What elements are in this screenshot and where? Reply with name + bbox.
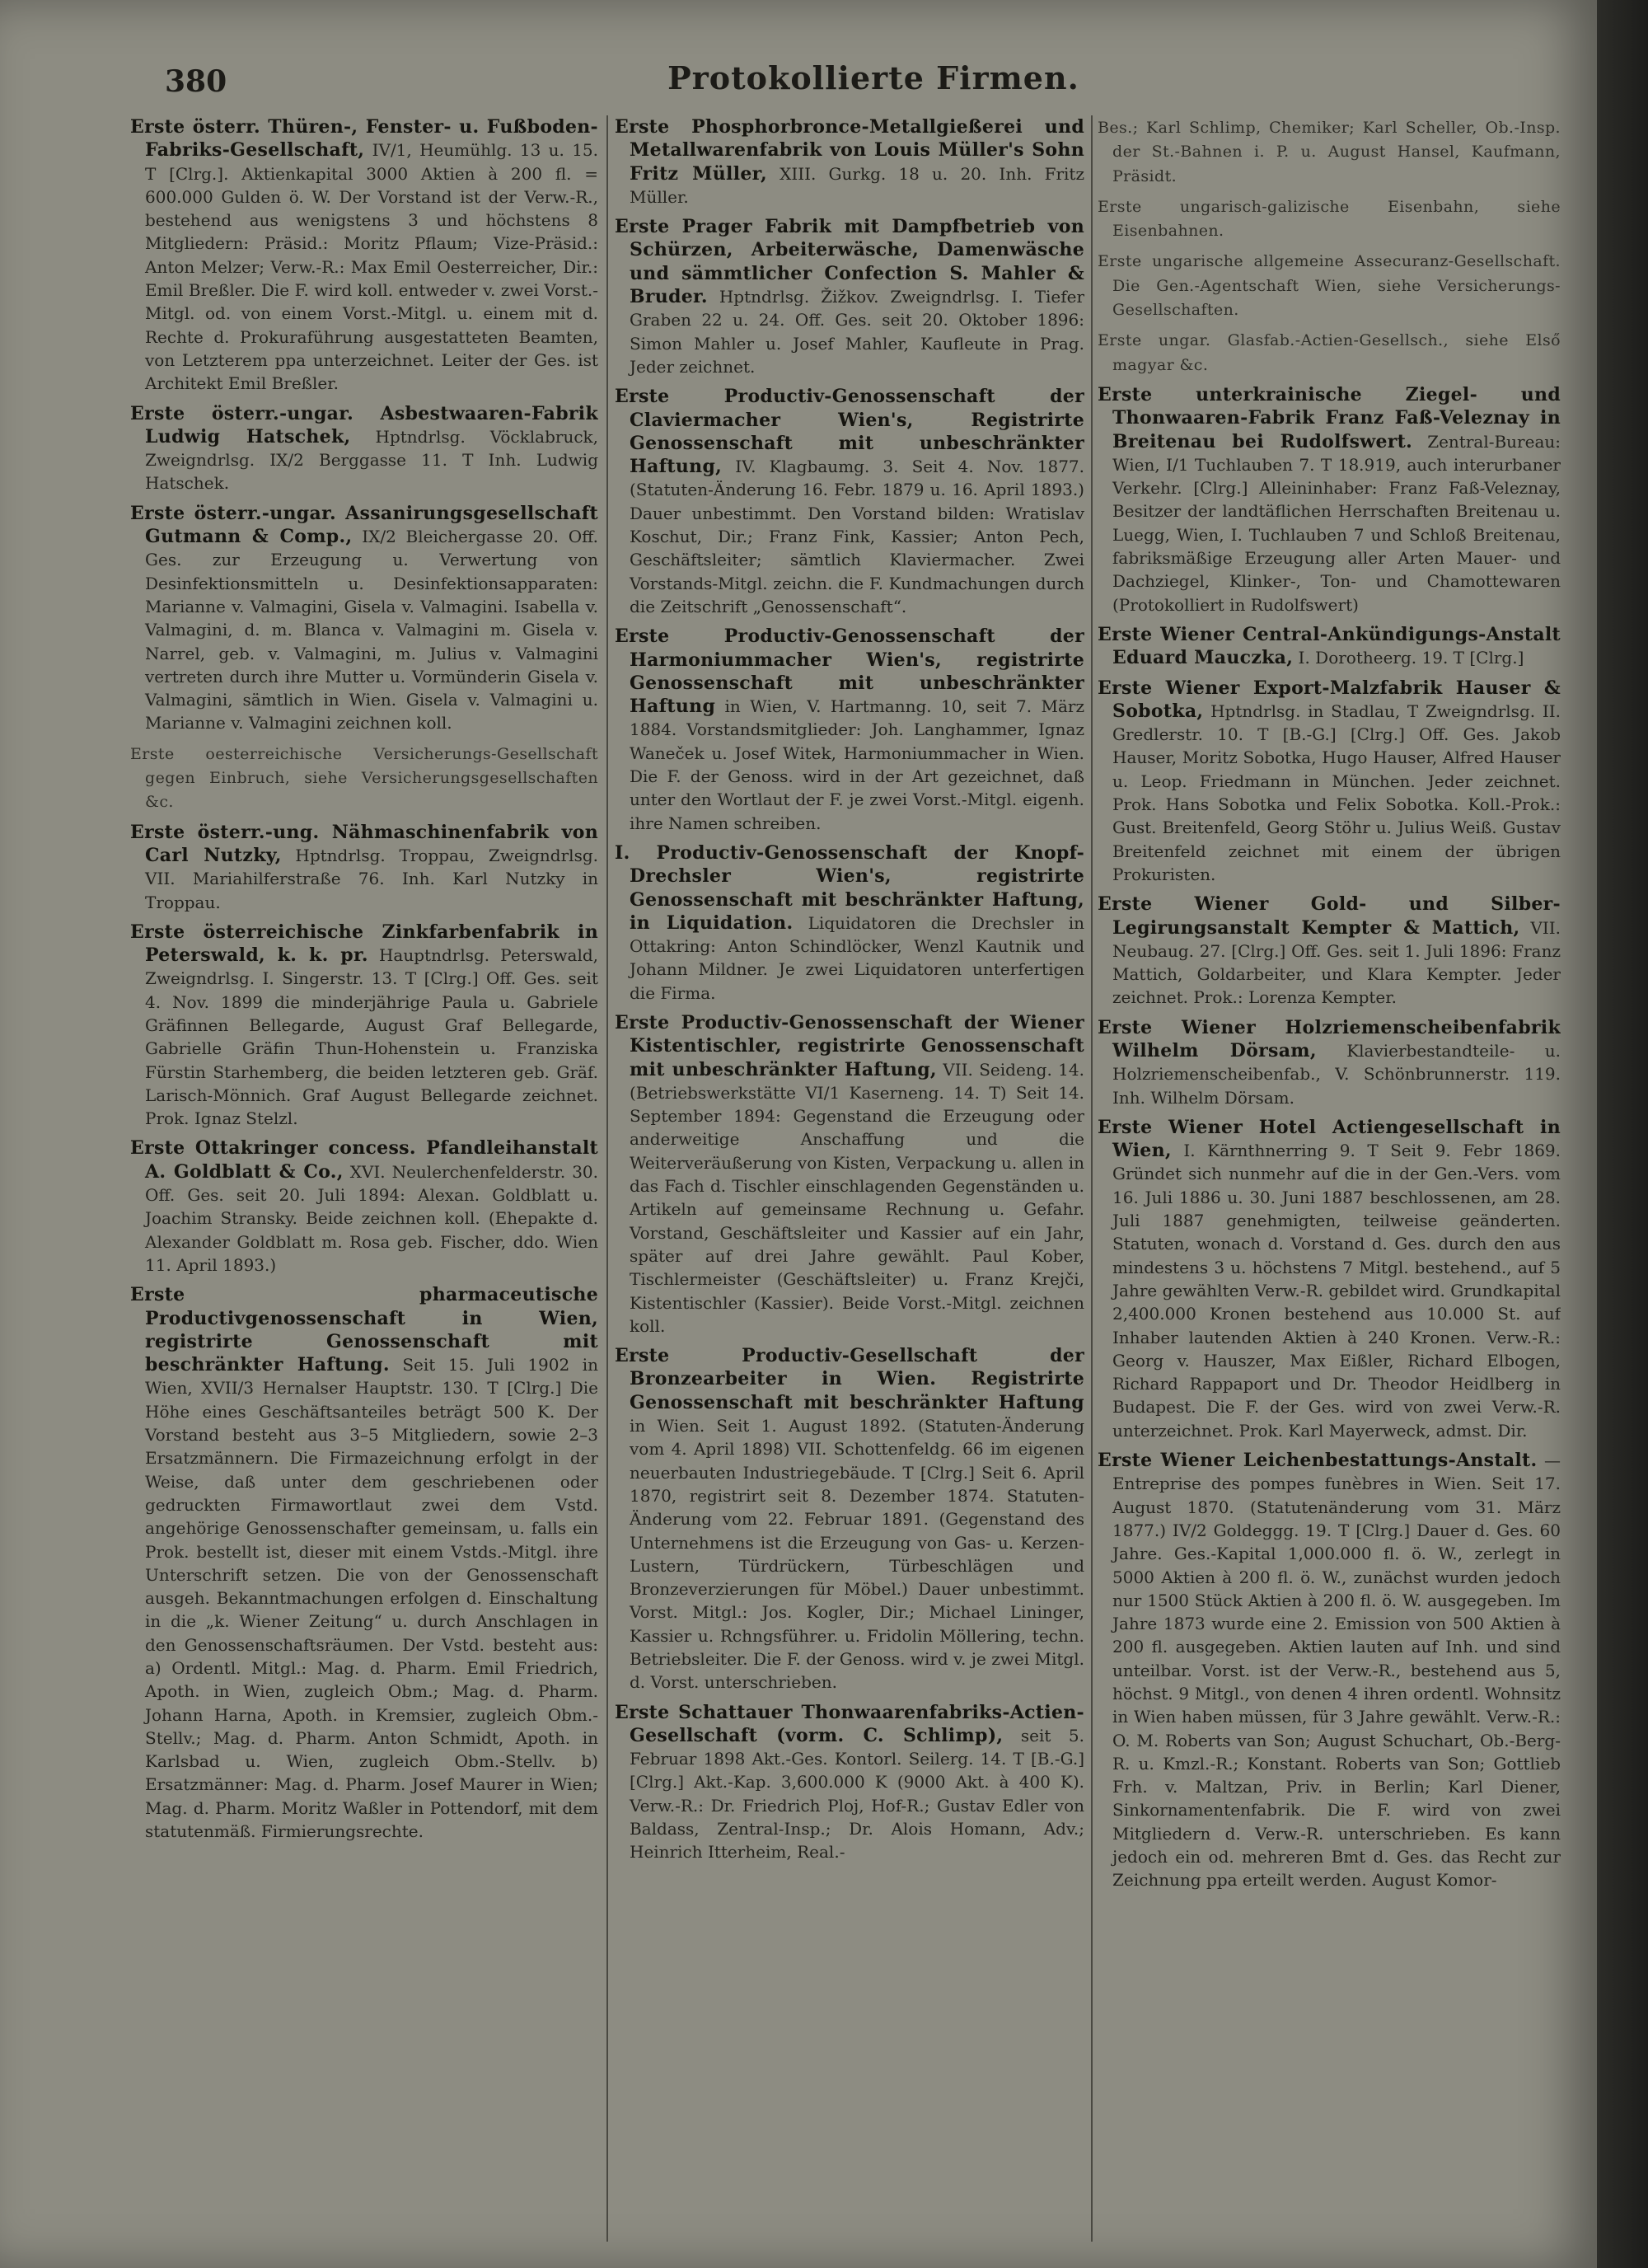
firm-details: Hptndrlsg. Troppau, Zweigndrlsg. VII. Mariahilferstraße 76. Inh. Karl Nutzky in Troppau. [145, 845, 598, 912]
firm-name: Erste österr.-ungar. Asbestwaaren-Fabrik Ludwig Hatschek, [130, 402, 598, 448]
firm-entry [615, 115, 1084, 209]
firm-details: Erste ungarisch-galizische Eisenbahn, siehe Eisenbahnen. [1098, 197, 1561, 241]
firm-details: Hptndrlsg. in Stadlau, T Zweigndrlsg. II. Gredlerstr. 10. T [B.-G.] [Clrg.] Off. Ges. Jakob Hauser, Moritz Sobotka, Hugo Hauser, Alfred Hauser u. Leop. Friedmann in München. Jeder zeichnet. Prok. Hans Sobotka und Felix Sobotka. Koll.-Prok.: Gust. Breitenfeld, Georg Stöhr u. Julius Weiß. Gustav Breitenfeld zeichnet mit einem der übrigen Prokuristen. [1112, 701, 1561, 884]
firm-name: Erste Productiv-Genossenschaft der Claviermacher Wien's, Registrirte Genossenschaft mit unbeschränkter Haftung, [615, 386, 1084, 478]
firm-entry [1098, 328, 1561, 377]
firm-name: Erste Productiv-Genossenschaft der Harmoniummacher Wien's, registrirte Genossenschaft mit unbeschränkter Haftung [615, 626, 1084, 718]
firm-details: Erste oesterreichische Versicherungs-Gesellschaft gegen Einbruch, siehe Versicherungsgesellschaften &c. [130, 744, 598, 812]
text-column-1 [130, 115, 598, 2250]
firm-entry [1098, 1449, 1561, 1892]
firm-entry [615, 1344, 1084, 1694]
firm-details: VII. Neubaug. 27. [Clrg.] Off. Ges. seit 1. Juli 1896: Franz Mattich, Goldarbeiter, und Klara Kempter. Jeder zeichnet. Prok.: Lorenza Kempter. [1112, 917, 1561, 1008]
firm-entry [1098, 1116, 1561, 1442]
firm-details: Hptndrlsg. Žižkov. Zweigndrlsg. I. Tiefer Graben 22 u. 24. Off. Ges. seit 20. Oktober 1896: Simon Mahler u. Josef Mahler, Kaufleute in Prag. Jeder zeichnet. [630, 287, 1084, 377]
firm-entry [615, 1011, 1084, 1338]
firm-details: XIII. Gurkg. 18 u. 20. Inh. Fritz Müller. [630, 163, 1084, 207]
firm-entry [615, 841, 1084, 1005]
firm-name: Erste Wiener Central-Ankündigungs-Anstalt Eduard Mauczka, [1098, 623, 1561, 669]
firm-entry [130, 742, 598, 814]
page-edge-shadow [1597, 0, 1648, 2268]
firm-entry [615, 385, 1084, 618]
firm-entry [130, 821, 598, 914]
firm-entry [615, 625, 1084, 835]
firm-details: Liquidatoren die Drechsler in Ottakring: Anton Schindlöcker, Wenzl Kautnik und Johann Mildner. Je zwei Liquidatoren unterfertigen die Firma. [630, 912, 1084, 1003]
firm-name: Erste Prager Fabrik mit Dampfbetrieb von Schürzen, Arbeiterwäsche, Damenwäsche und sämmtlicher Confection S. Mahler & Bruder. [615, 216, 1084, 308]
firm-details: Zentral-Bureau: Wien, I/1 Tuchlauben 7. T 18.919, auch interurbaner Verkehr. [Clrg.] Alleininhaber: Franz Faß-Veleznay, Besitzer der landtäflichen Herrschaften Breitenau u. Luegg, Wien, I. Tuchlauben 7 und Schloß Breitenau, fabriksmäßige Erzeugung aller Arten Mauer- und Dachziegel, Klinker-, Ton- und Chamottewaren (Protokolliert in Rudolfswert) [1112, 431, 1561, 615]
firm-name: Erste Wiener Hotel Actiengesellschaft in Wien, [1098, 1116, 1561, 1162]
firm-name: Erste Wiener Holzriemenscheibenfabrik Wilhelm Dörsam, [1098, 1016, 1561, 1061]
firm-entry [130, 115, 598, 396]
column-divider [606, 115, 608, 2242]
firm-name: Erste unterkrainische Ziegel- und Thonwaaren-Fabrik Franz Faß-Veleznay in Breitenau bei Rudolfswert. [1098, 383, 1561, 452]
firm-details: Hptndrlsg. Vöcklabruck, Zweigndrlsg. IX/2 Berggasse 11. T Inh. Ludwig Hatschek. [145, 426, 598, 494]
firm-entry [130, 502, 598, 735]
firm-details: Erste ungar. Glasfab.-Actien-Gesellsch., siehe Első magyar &c. [1098, 331, 1561, 374]
firm-details: IV. Klagbaumg. 3. Seit 4. Nov. 1877. (Statuten-Änderung 16. Febr. 1879 u. 16. April 1893.) Dauer unbestimmt. Den Vorstand bilden: Wratislav Koschut, Dir.; Franz Fink, Kassier; Anton Pech, Geschäftsleiter; sämtlich Klaviermacher. Zwei Vorstands-Mitgl. zeichn. die F. Kundmachungen durch die Zeitschrift „Genossenschaft“. [630, 457, 1084, 616]
firm-details: I. Dorotheerg. 19. T [Clrg.] [1298, 648, 1524, 668]
firm-details: in Wien, V. Hartmanng. 10, seit 7. März 1884. Vorstandsmitglieder: Joh. Langhammer, Ignaz Waneček u. Josef Witek, Harmoniummacher in Wien. Die F. der Genoss. wird in der Art gezeichnet, daß unter den Wortlaut der F. je zwei Vorst.-Mitgl. eigenh. ihre Namen schreiben. [630, 696, 1084, 833]
firm-details: Erste ungarische allgemeine Assecuranz-Gesellschaft. Die Gen.-Agentschaft Wien, siehe Versicherungs-Gesellschaften. [1098, 252, 1561, 320]
text-column-2 [615, 115, 1084, 2250]
firm-entry [130, 402, 598, 495]
firm-entry [615, 1701, 1084, 1864]
firm-name: Erste Schattauer Thonwaarenfabriks-Actien-Gesellschaft (vorm. C. Schlimp), [615, 1701, 1084, 1746]
firm-name: Erste Wiener Gold- und Silber-Legirungsanstalt Kempter & Mattich, [1098, 893, 1561, 939]
firm-entry [1098, 383, 1561, 616]
firm-details: IV/1, Heumühlg. 13 u. 15. T [Clrg.]. Aktienkapital 3000 Aktien à 200 fl. = 600.000 Gulden ö. W. Der Vorstand ist der Verw.-R., bestehend aus wenigstens 3 und höchstens 8 Mitgliedern: Präsid.: Moritz Pflaum; Vize-Präsid.: Anton Melzer; Verw.-R.: Max Emil Oesterreicher, Dir.: Emil Breßler. Die F. wird koll. entweder v. zwei Vorst.-Mitgl. od. von einem Vorst.-Mitgl. u. einem mit d. Rechte d. Prokuraführung ausgestatteten Beamten, von Letzterem ppa unterzeichnet. Leiter der Ges. ist Architekt Emil Breßler. [145, 140, 598, 394]
firm-name: Erste österr.-ung. Nähmaschinenfabrik von Carl Nutzky, [130, 821, 598, 866]
firm-entry [1098, 115, 1561, 188]
firm-entry [130, 921, 598, 1131]
firm-details: Klavierbestandteile- u. Holzriemenscheibenfab., V. Schönbrunnerstr. 119. Inh. Wilhelm Dörsam. [1112, 1040, 1561, 1108]
firm-details: Bes.; Karl Schlimp, Chemiker; Karl Scheller, Ob.-Insp. der St.-Bahnen i. P. u. August Hansel, Kaufmann, Präsidt. [1098, 119, 1561, 185]
firm-details: XVI. Neulerchenfelderstr. 30. Off. Ges. seit 20. Juli 1894: Alexan. Goldblatt u. Joachim Stransky. Beide zeichnen koll. (Ehepakte d. Alexander Goldblatt m. Rosa geb. Fischer, ddo. Wien 11. April 1893.) [145, 1161, 598, 1275]
firm-entry [1098, 249, 1561, 321]
firm-name: Erste österreichische Zinkfarbenfabrik in Peterswald, k. k. pr. [130, 921, 598, 967]
firm-entry [130, 1283, 598, 1843]
firm-name: Erste Phosphorbronce-Metallgießerei und Metallwarenfabrik von Louis Müller's Sohn Fritz Müller, [615, 116, 1084, 185]
page-header-title: Protokollierte Firmen. [667, 59, 1079, 96]
firm-entry [1098, 194, 1561, 243]
firm-details: I. Kärnthnerring 9. T Seit 9. Febr 1869. Gründet sich nunmehr auf die in der Gen.-Vers. vom 16. Juli 1886 u. 30. Juni 1887 beschlossenen, am 28. Juli 1887 genehmigten, teilweise geänderten. Statuten, wonach d. Vorstand d. Ges. durch den aus mindestens 3 u. höchstens 7 Mitgl. bestehend., auf 5 Jahre gewählten Verw.-R. gebildet wird. Grundkapital 2,400.000 Kronen bestehend aus 10.000 St. auf Inhaber lautenden Aktien à 240 Kronen. Verw.-R.: Georg v. Hauszer, Max Eißler, Richard Elbogen, Richard Rappaport und Dr. Theodor Heidlberg in Budapest. Die F. der Ges. wird von zwei Verw.-R. unterzeichnet. Prok. Karl Mayerweck, admst. Dir. [1112, 1141, 1561, 1441]
firm-name: Erste Wiener Leichenbestattungs-Anstalt. [1098, 1450, 1538, 1472]
firm-details: Hauptndrlsg. Peterswald, Zweigndrlsg. I. Singerstr. 13. T [Clrg.] Off. Ges. seit 4. Nov. 1899 die minderjährige Paula u. Gabriele Gräfinnen Bellegarde, August Graf Bellegarde, Gabrielle Gräfin Thun-Hohenstein u. Franziska Fürstin Starhemberg, die beiden letzteren geb. Gräf. Larisch-Mönnich. Graf August Bellegarde zeichnet. Prok. Ignaz Stelzl. [145, 945, 598, 1129]
page-number: 380 [165, 64, 227, 99]
firm-name: Erste pharmaceutische Productivgenossenschaft in Wien, registrirte Genossenschaft mit beschränkter Haftung. [130, 1284, 598, 1376]
firm-entry [130, 1136, 598, 1277]
firm-name: Erste Wiener Export-Malzfabrik Hauser & Sobotka, [1098, 677, 1561, 722]
firm-details: in Wien. Seit 1. August 1892. (Statuten-Änderung vom 4. April 1898) VII. Schottenfeldg. 66 im eigenen neuerbauten Industriegebäude. T [Clrg.] Seit 6. April 1870, registrirt seit 8. Dezember 1874. Statuten-Änderung vom 22. Februar 1891. (Gegenstand des Unternehmens ist die Erzeugung von Gas- u. Kerzen-Lustern, Türdrückern, Türbeschlägen und Bronzeverzierungen für Möbel.) Dauer unbestimmt. Vorst. Mitgl.: Jos. Kogler, Dir.; Michael Lininger, Kassier u. Rchngsführer. u. Fridolin Möllering, techn. Betriebsleiter. Die F. der Genoss. wird v. je zwei Mitgl. d. Vorst. unterschrieben. [630, 1416, 1084, 1693]
firm-entry [1098, 1016, 1561, 1109]
firm-entry [1098, 677, 1561, 887]
firm-name: Erste Productiv-Genossenschaft der Wiener Kistentischler, registrirte Genossenschaft mit unbeschränkter Haftung, [615, 1011, 1084, 1080]
firm-details: Seit 15. Juli 1902 in Wien, XVII/3 Hernalser Hauptstr. 130. T [Clrg.] Die Höhe eines Geschäftsanteiles beträgt 500 K. Der Vorstand besteht aus 3–5 Mitgliedern, sowie 2–3 Ersatzmännern. Die Firmazeichnung erfolgt in der Weise, daß unter dem geschriebenen oder gedruckten Firmawortlaut zwei dem Vstd. angehörige Genossenschafter gemeinsam, u. falls ein Prok. bestellt ist, dieser mit einem Vstds.-Mitgl. ihre Unterschrift setzen. Die von der Genossenschaft ausgeh. Bekanntmachungen erfolgen d. Einschaltung in die „k. Wiener Zeitung“ u. durch Anschlagen in den Genossenschaftsräumen. Der Vstd. besteht aus: a) Ordentl. Mitgl.: Mag. d. Pharm. Emil Friedrich, Apoth. in Wien, zugleich Obm.; Mag. d. Pharm. Johann Harna, Apoth. in Kremsier, zugleich Obm.-Stellv.; Mag. d. Pharm. Anton Schmidt, Apoth. in Karlsbad u. Wien, zugleich Obm.-Stellv. b) Ersatzmänner: Mag. d. Pharm. Josef Maurer in Wien; Mag. d. Pharm. Moritz Waßler in Pottendorf, mit dem statutenmäß. Firmierungsrechte. [145, 1355, 598, 1842]
firm-name: Erste Productiv-Gesellschaft der Bronzearbeiter in Wien. Registrirte Genossenschaft mit beschränkter Haftung [615, 1345, 1084, 1413]
firm-name: Erste österr.-ungar. Assanirungsgesellschaft Gutmann & Comp., [130, 502, 598, 548]
firm-name: Erste österr. Thüren-, Fenster- u. Fußboden-Fabriks-Gesellschaft, [130, 116, 598, 162]
firm-details: — Entreprise des pompes funèbres in Wien. Seit 17. August 1870. (Statutenänderung vom 31. März 1877.) IV/2 Goldeggg. 19. T [Clrg.] Dauer d. Ges. 60 Jahre. Ges.-Kapital 1,000.000 fl. ö. W., zerlegt in 5000 Aktien à 200 fl. ö. W., zunächst wurden jedoch nur 1500 Stück Aktien à 200 fl. ö. W. ausgegeben. Im Jahre 1873 wurde eine 2. Emission von 500 Aktien à 200 fl. ausgegeben. Aktien lauten auf Inh. und sind unteilbar. Vorst. ist der Verw.-R., bestehend aus 5, höchst. 9 Mitgl., von denen 4 ihren ordentl. Wohnsitz in Wien haben müssen, für 3 Jahre gewählt. Verw.-R.: O. M. Roberts van Son; August Schuchart, Ob.-Berg-R. u. Kmzl.-R.; Konstant. Roberts van Son; Gottlieb Frh. v. Maltzan, Priv. in Berlin; Karl Diener, Sinkornamentenfabrik. Die F. wird von zwei Mitgliedern d. Verw.-R. unterschrieben. Es kann jedoch ein od. mehreren Bmt d. Ges. das Recht zur Zeichnung ppa erteilt werden. August Komor- [1112, 1450, 1561, 1891]
firm-details: IX/2 Bleichergasse 20. Off. Ges. zur Erzeugung u. Verwertung von Desinfektionsmitteln u. Desinfektionsapparaten: Marianne v. Valmagini, Gisela v. Valmagini. Isabella v. Valmagini, d. m. Blanca v. Valmagini m. Gisela v. Narrel, geb. v. Valmagini, m. Julius v. Valmagini vertreten durch ihre Mutter u. Vormünderin Gisela v. Valmagini, sämtlich in Wien. Gisela v. Valmagini u. Marianne v. Valmagini zeichnen koll. [145, 527, 598, 733]
firm-entry [1098, 623, 1561, 670]
firm-details: VII. Seideng. 14. (Betriebswerkstätte VI/1 Kaserneng. 14. T) Seit 14. September 1894: Gegenstand die Erzeugung oder anderweitige Anschaffung und die Weiterveräußerung von Kisten, Verpackung u. allen in das Fach d. Tischler einschlagenden Gegenständen u. Artikeln auf gemeinsame Rechnung u. Gefahr. Vorstand, Geschäftsleiter und Kassier auf ein Jahr, später auf drei Jahre gewählt. Paul Kober, Tischlermeister (Geschäftsleiter) u. Franz Krejči, Kistentischler (Kassier). Beide Vorst.-Mitgl. zeichnen koll. [630, 1059, 1084, 1336]
firm-entry [615, 215, 1084, 378]
firm-name: I. Productiv-Genossenschaft der Knopf-Drechsler Wien's, registrirte Genossenschaft mit beschränkter Haftung, in Liquidation. [615, 841, 1084, 934]
firm-name: Erste Ottakringer concess. Pfandleihanstalt A. Goldblatt & Co., [130, 1137, 598, 1183]
firm-details: seit 5. Februar 1898 Akt.-Ges. Kontorl. Seilerg. 14. T [B.-G.] [Clrg.] Akt.-Kap. 3,600.000 K (9000 Akt. à 400 K). Verw.-R.: Dr. Friedrich Ploj, Hof-R.; Gustav Edler von Baldass, Zentral-Insp.; Dr. Alois Homann, Adv.; Heinrich Itterheim, Real.- [630, 1725, 1084, 1863]
firm-entry [1098, 893, 1561, 1009]
text-column-3 [1098, 115, 1561, 2250]
column-divider [1091, 115, 1093, 2242]
